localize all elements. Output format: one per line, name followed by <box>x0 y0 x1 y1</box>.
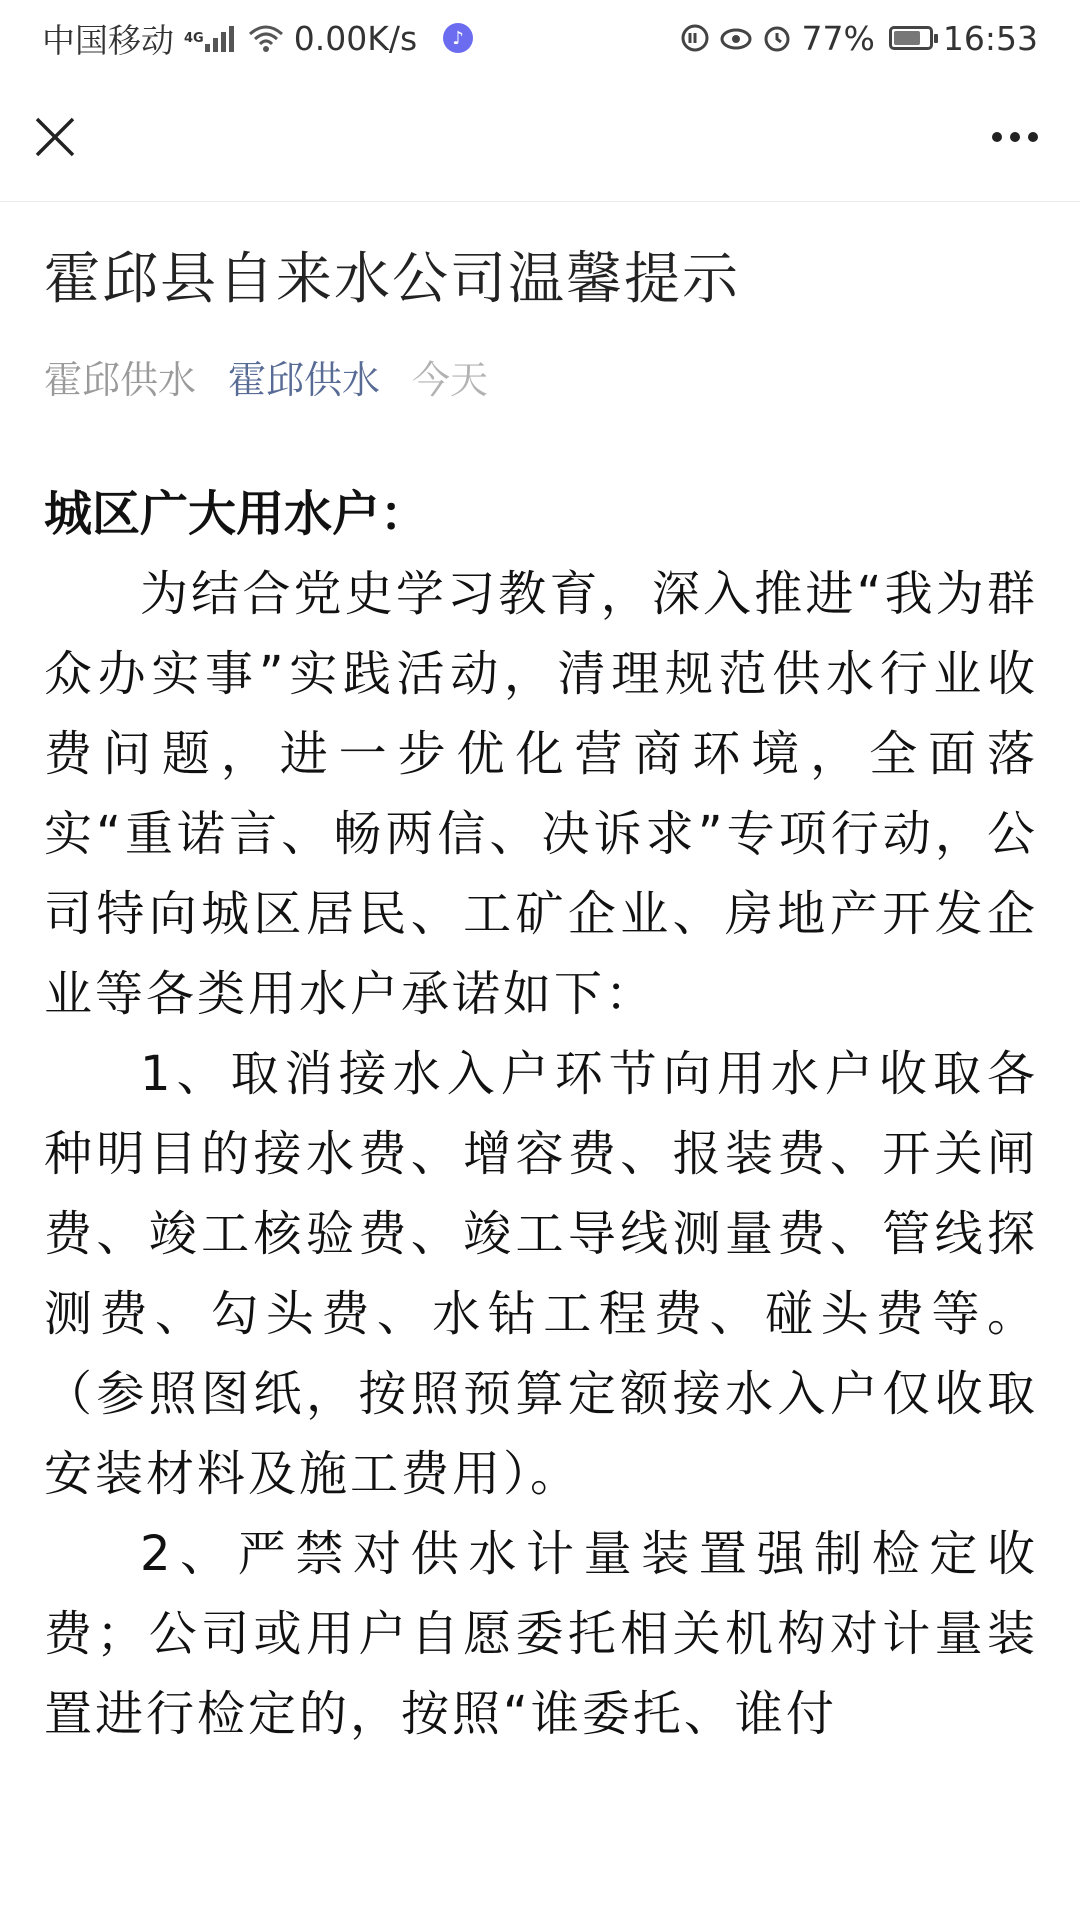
nav-bar <box>0 76 1080 202</box>
more-dot <box>1010 132 1020 142</box>
paragraph: 为结合党史学习教育，深入推进“我为群众办实事”实践活动，清理规范供水行业收费问题，进一步优化营商环境，全面落实“重诺言、畅两信、决诉求”专项行动，公司特向城区居民、工矿企业、房地产开发企业等各类用水户承诺如下： <box>44 566 1038 1022</box>
eye-icon <box>720 25 752 51</box>
more-options-button[interactable] <box>980 112 1050 162</box>
close-icon <box>35 117 75 157</box>
network-type: 4G <box>184 30 204 46</box>
status-left <box>42 15 473 62</box>
clock: 16:53 <box>942 18 1038 58</box>
battery-level <box>894 31 920 45</box>
article-content <box>44 474 1038 1754</box>
paragraph: 2、严禁对供水计量装置强制检定收费；公司或用户自愿委托相关机构对计量装置进行检定的，按照“谁委托、谁付 <box>44 1526 1038 1742</box>
more-dot <box>992 132 1002 142</box>
more-dot <box>1028 132 1038 142</box>
article-author: 霍邱供水 <box>44 358 197 402</box>
status-right <box>680 19 1038 58</box>
status-bar <box>0 0 1080 76</box>
carrier-name: 中国移动 <box>42 20 174 60</box>
paragraph: 1、取消接水入户环节向用水户收取各种明目的接水费、增容费、报装费、开关闸费、竣工核验费、竣工导线测量费、管线探测费、勾头费、水钻工程费、碰头费等。（参照图纸，按照预算定额接水入户仅收取安装材料及施工费用）。 <box>44 1046 1038 1502</box>
article <box>44 240 1038 1754</box>
article-meta <box>44 354 1038 406</box>
alarm-icon <box>762 23 792 53</box>
music-app-icon: ♪ <box>443 23 473 53</box>
account-link[interactable]: 霍邱供水 <box>228 358 381 402</box>
network-speed: 0.00K/s <box>293 18 418 58</box>
nfc-icon <box>680 23 710 53</box>
wifi-icon <box>248 24 284 52</box>
battery-icon <box>889 26 933 50</box>
article-title: 霍邱县自来水公司温馨提示 <box>44 247 740 312</box>
close-button[interactable] <box>30 112 80 162</box>
battery-percent: 77% <box>801 18 875 58</box>
publish-date: 今天 <box>412 358 489 402</box>
salutation: 城区广大用水户： <box>44 486 429 542</box>
signal-icon <box>184 24 238 52</box>
